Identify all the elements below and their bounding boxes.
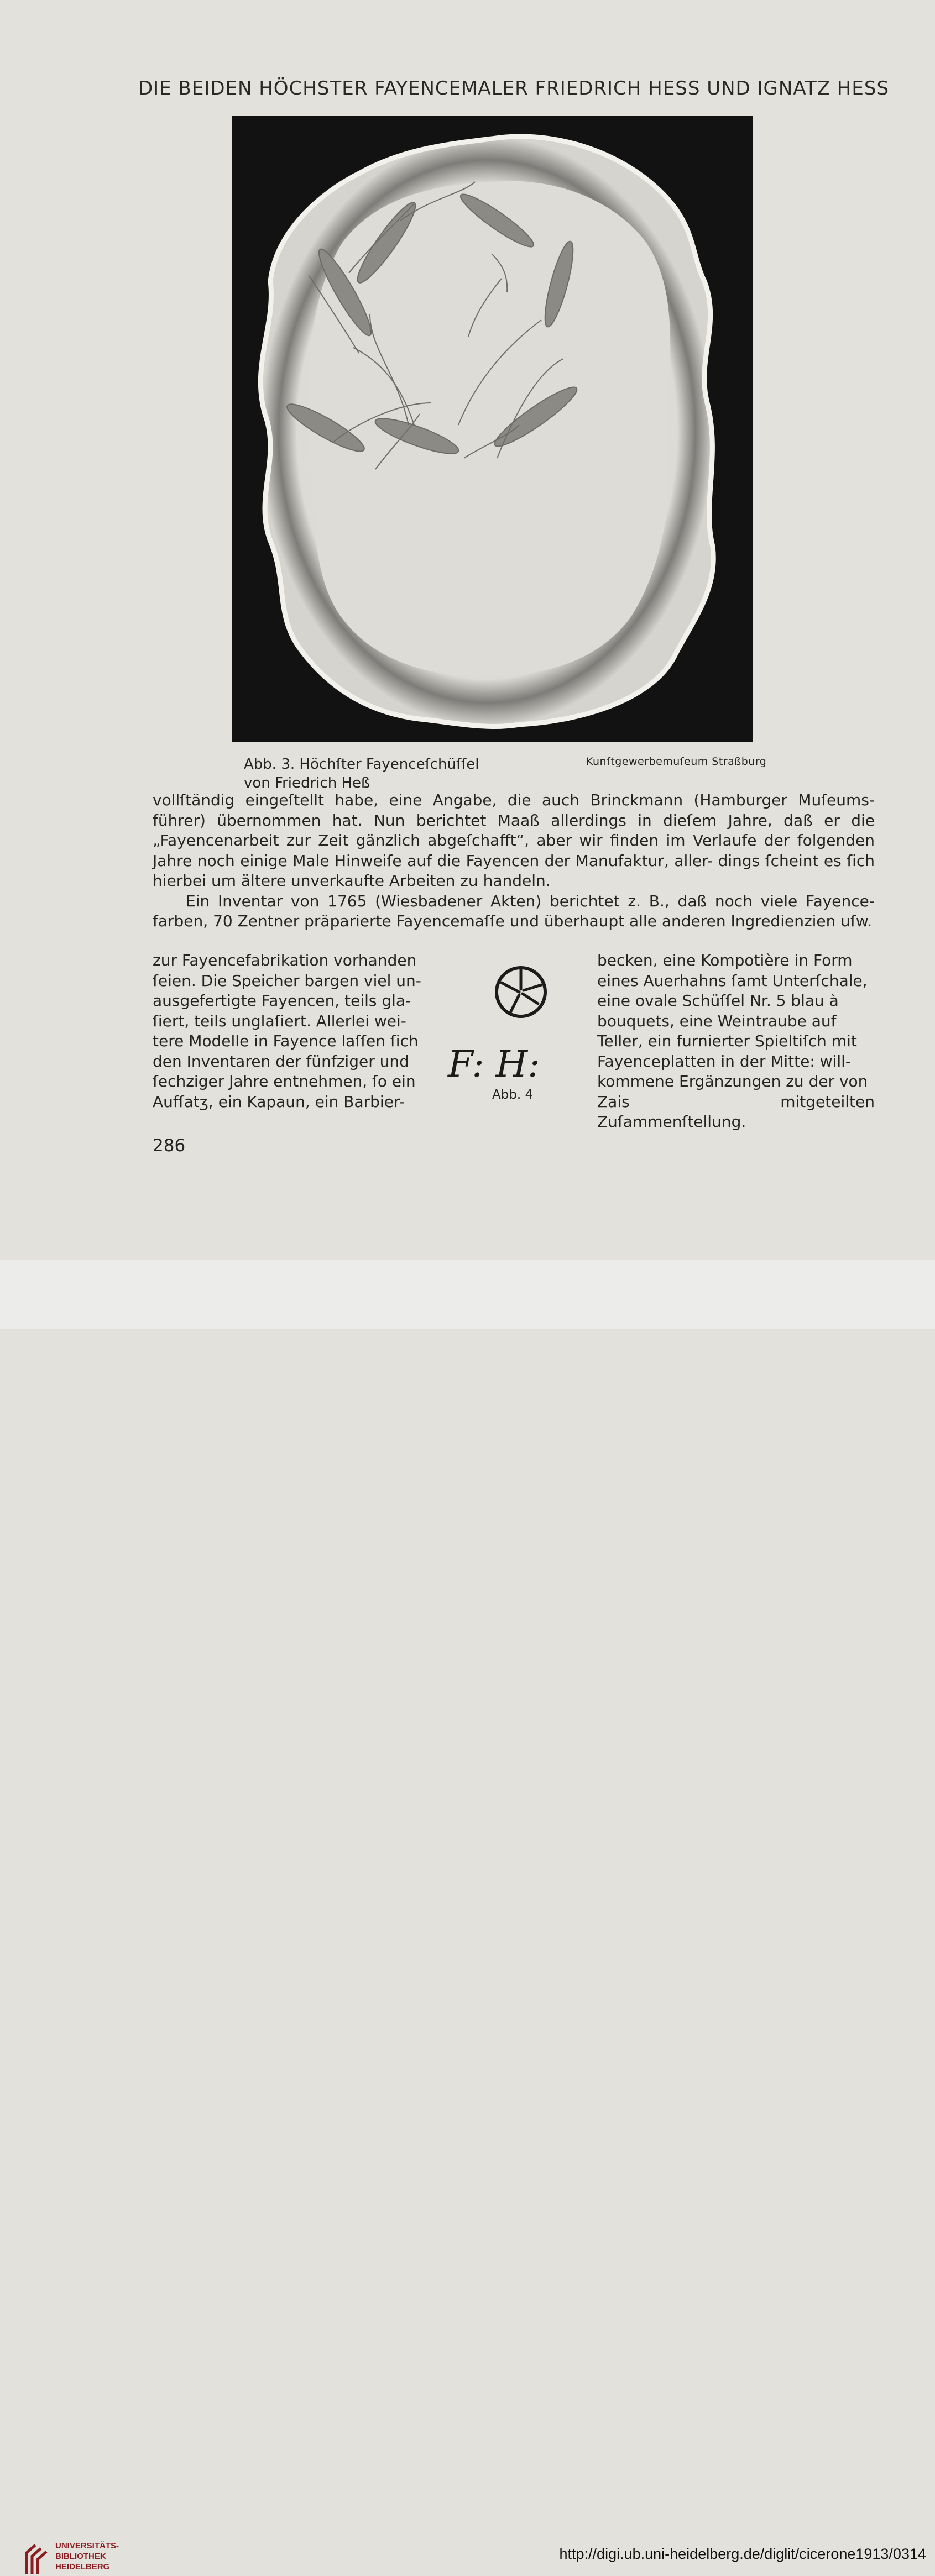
factory-wheel-mark [490,962,551,1022]
page-number: 286 [153,1136,186,1156]
text-line: ſeien. Die Speicher bargen viel un- [153,971,421,990]
right-column-text [597,951,875,1132]
figure-3-caption [244,755,479,793]
text-line: dings ſcheint es ſich hierbei um ältere unverkaufte Arbeiten zu handeln. [153,851,875,890]
text-line: ausgefertigte Fayencen, teils gla- [153,991,411,1010]
initials-text: F: H: [448,1043,540,1085]
text-line: Zais mitgeteilten Zuſammenſtellung. [597,1092,875,1131]
text-line: ſiert, teils unglaſiert. Allerlei wei- [153,1011,406,1030]
text-line: tere Modelle in Fayence laſſen ſich [153,1032,419,1050]
library-logo-icon [24,2541,50,2576]
text-line: ſechziger Jahre entnehmen, ſo ein [153,1072,416,1090]
text-line: Fayenceplatten in der Mitte: will- [597,1052,852,1071]
body-text [153,790,875,932]
figure-3-credit: Kunſtgewerbemuſeum Straßburg [586,756,767,768]
text-line: Teller, ein furnierter Spieltiſch mit [597,1032,857,1050]
left-column-text [153,951,433,1112]
running-title: DIE BEIDEN HÖCHSTER FAYENCEMALER FRIEDRICH HESS UND IGNATZ HESS [138,77,890,99]
figure-4-caption: Abb. 4 [492,1088,534,1102]
paragraph-2 [153,891,875,932]
text-line: farben, 70 Zentner präparierte Fayencemaſſe und überhaupt alle anderen Ingredienzien uſw. [153,912,873,930]
library-name-line: HEIDELBERG [55,2562,110,2572]
text-line: eines Auerhahns ſamt Unterſchale, [597,971,868,990]
book-page [0,0,935,1260]
library-name [55,2541,119,2572]
source-url[interactable]: http://digi.ub.uni-heidelberg.de/diglit/cicerone1913/0314 [559,2546,926,2562]
dish-well [309,181,670,676]
text-line: „Fayencenarbeit zur Zeit gänzlich abgeſchafft“, aber wir finden im Verlaufe der [153,831,790,849]
text-line: Ein Inventar von 1765 (Wiesbadener Akten) berichtet z. B., daß noch viele Fayence- [186,891,875,910]
text-line: eine ovale Schüſſel Nr. 5 blau à [597,991,839,1010]
library-name-line: UNIVERSITÄTS- [55,2541,119,2551]
figure-3-caption-line2: von Friedrich Heß [244,775,370,791]
library-name-line: BIBLIOTHEK [55,2552,106,2561]
text-line: folgenden Jahre noch einige Male Hinweiſe auf die Fayencen der Manufaktur, aller- [153,831,875,870]
text-line: vollſtändig eingeſtellt habe, eine Angabe, die auch Brinckmann (Hamburger Muſeums- [153,791,875,809]
text-line: führer) übernommen hat. Nun berichtet Maaß allerdings in dieſem Jahre, daß er die [153,811,875,830]
figure-3-caption-line1: Abb. 3. Höchſter Fayenceſchüſſel [244,756,479,773]
faience-dish-illustration [232,116,753,742]
paragraph-1 [153,790,875,891]
digitization-footer [0,1260,935,2572]
painter-initials-mark [442,1039,586,1089]
painter-initials-drawing [442,1039,586,1089]
text-line: den Inventaren der fünfziger und [153,1052,409,1071]
text-line: zur Fayencefabrikation vorhanden [153,951,417,969]
text-line: becken, eine Kompotière in Form [597,951,853,969]
text-line: Aufſatʒ, ein Kapaun, ein Barbier- [153,1092,405,1111]
faience-dish-photo [232,116,753,742]
text-line: kommene Ergänzungen zu der von [597,1072,868,1090]
text-line: bouquets, eine Weintraube auf [597,1011,837,1030]
